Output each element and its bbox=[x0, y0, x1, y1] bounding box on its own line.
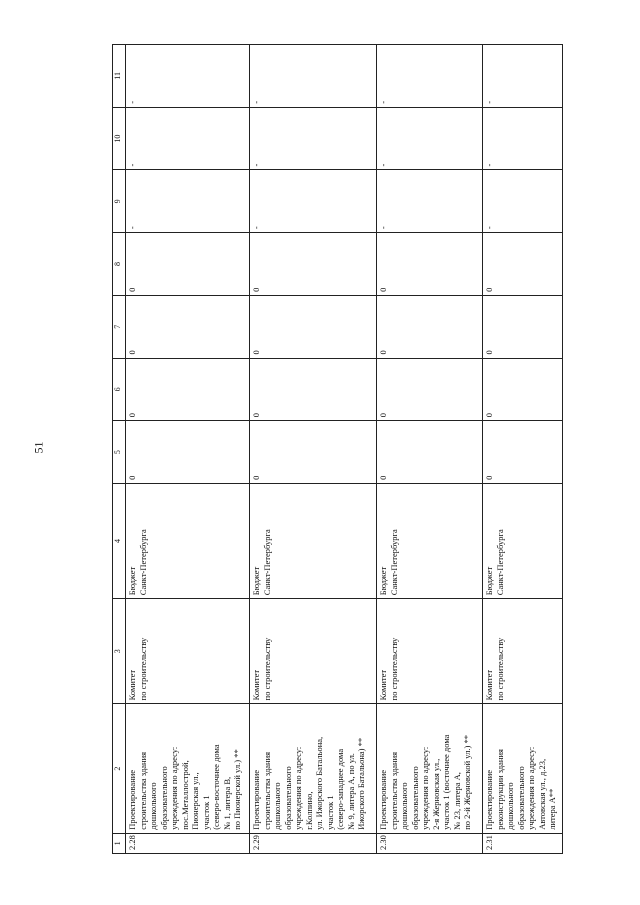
col-header-10: 10 bbox=[113, 107, 126, 170]
col-header-5: 5 bbox=[113, 421, 126, 484]
value-cell: 0 bbox=[377, 358, 483, 421]
col-header-7: 7 bbox=[113, 295, 126, 358]
funding-source-cell: Бюджет Санкт-Петербурга bbox=[126, 483, 250, 598]
customer-cell: Комитет по строительству bbox=[377, 599, 483, 704]
value-cell: 0 bbox=[250, 358, 377, 421]
row-number: 2.30 bbox=[377, 833, 483, 853]
value-cell: - bbox=[250, 45, 377, 108]
object-name: Проектирование строительства здания дошкольного образовательного учреждения по адресу: 2-я Жерновская ул., участок 1 (восточнее дома № 23, литера А, по 2-й Жерновской ул.) ** bbox=[377, 704, 483, 833]
object-name: Проектирование реконструкции здания дошкольного образовательного учреждения по адресу: Автовская ул., д.23, литера А** bbox=[483, 704, 563, 833]
object-name: Проектирование строительства здания дошкольного образовательного учреждения по адресу: пос.Металлострой, Пионерская ул., участок 1 (северо-восточнее дома № 1, литера В, по Пионерской ул.) ** bbox=[126, 704, 250, 833]
col-header-8: 8 bbox=[113, 233, 126, 296]
program-table bbox=[112, 44, 563, 854]
table-region bbox=[112, 44, 557, 854]
col-header-4: 4 bbox=[113, 483, 126, 598]
funding-source-cell: Бюджет Санкт-Петербурга bbox=[377, 483, 483, 598]
value-cell: - bbox=[250, 107, 377, 170]
value-cell: 0 bbox=[126, 233, 250, 296]
value-cell: 0 bbox=[483, 295, 563, 358]
col-header-9: 9 bbox=[113, 170, 126, 233]
page-number: 51 bbox=[31, 441, 46, 454]
value-cell: 0 bbox=[377, 233, 483, 296]
value-cell: 0 bbox=[483, 421, 563, 484]
row-number: 2.28 bbox=[126, 833, 250, 853]
customer-cell: Комитет по строительству bbox=[250, 599, 377, 704]
value-cell: - bbox=[126, 45, 250, 108]
value-cell: 0 bbox=[250, 233, 377, 296]
value-cell: - bbox=[377, 107, 483, 170]
col-header-3: 3 bbox=[113, 599, 126, 704]
col-header-6: 6 bbox=[113, 358, 126, 421]
table-row bbox=[377, 45, 483, 854]
value-cell: 0 bbox=[126, 295, 250, 358]
value-cell: - bbox=[483, 107, 563, 170]
value-cell: 0 bbox=[126, 358, 250, 421]
value-cell: - bbox=[377, 45, 483, 108]
object-name: Проектирование строительства здания дошкольного образовательного учреждения по адресу: г.Колпино, ул. Ижорского Батальона, участок 1 (северо-западнее дома № 9, литера А, по ул. Ижорского Батальона) ** bbox=[250, 704, 377, 833]
value-cell: - bbox=[483, 170, 563, 233]
col-header-2: 2 bbox=[113, 704, 126, 833]
value-cell: - bbox=[126, 107, 250, 170]
header-row bbox=[113, 45, 126, 854]
value-cell: 0 bbox=[377, 421, 483, 484]
value-cell: 0 bbox=[126, 421, 250, 484]
row-number: 2.31 bbox=[483, 833, 563, 853]
value-cell: - bbox=[250, 170, 377, 233]
value-cell: 0 bbox=[250, 421, 377, 484]
col-header-11: 11 bbox=[113, 45, 126, 108]
value-cell: 0 bbox=[250, 295, 377, 358]
table-row bbox=[483, 45, 563, 854]
table-row bbox=[250, 45, 377, 854]
value-cell: 0 bbox=[377, 295, 483, 358]
value-cell: - bbox=[377, 170, 483, 233]
customer-cell: Комитет по строительству bbox=[483, 599, 563, 704]
value-cell: - bbox=[126, 170, 250, 233]
row-number: 2.29 bbox=[250, 833, 377, 853]
table-row bbox=[126, 45, 250, 854]
funding-source-cell: Бюджет Санкт-Петербурга bbox=[483, 483, 563, 598]
col-header-1: 1 bbox=[113, 833, 126, 853]
funding-source-cell: Бюджет Санкт-Петербурга bbox=[250, 483, 377, 598]
value-cell: 0 bbox=[483, 358, 563, 421]
value-cell: 0 bbox=[483, 233, 563, 296]
value-cell: - bbox=[483, 45, 563, 108]
customer-cell: Комитет по строительству bbox=[126, 599, 250, 704]
